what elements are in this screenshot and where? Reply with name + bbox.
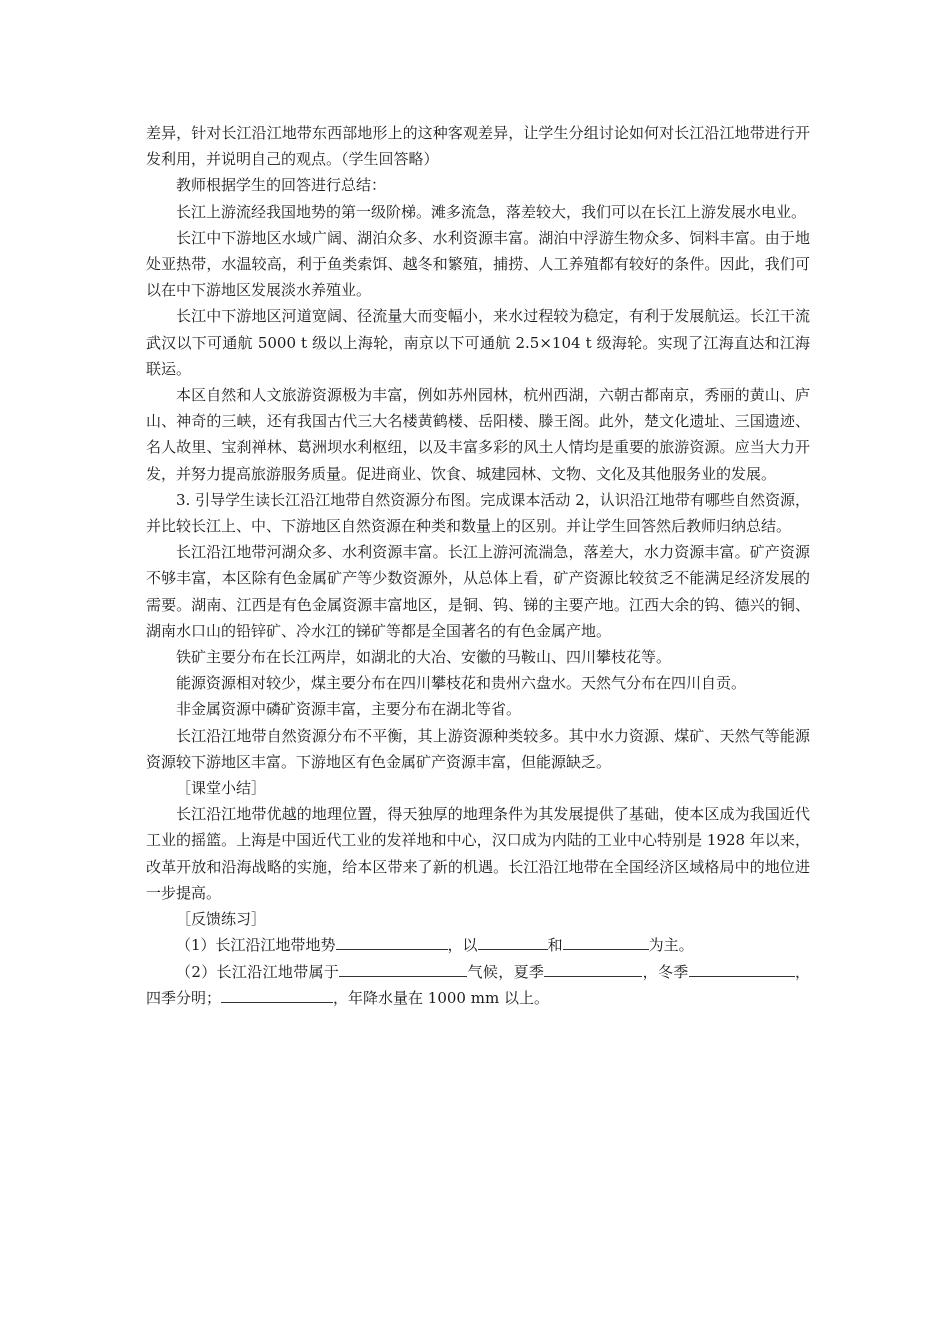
section-heading-exercises: ［反馈练习］ (176, 910, 267, 929)
exercise-text: ，冬季 (642, 962, 689, 981)
paragraph: 长江上游流经我国地势的第一级阶梯。滩多流急，落差较大，我们可以在长江上游发展水电业。 (176, 202, 807, 221)
paragraph: 能源资源相对较少，煤主要分布在四川攀枝花和贵州六盘水。天然气分布在四川自贡。 (176, 674, 747, 693)
exercise-text: ，以 (447, 936, 478, 955)
exercise-question-1 (146, 932, 810, 958)
exercise-text: （2）长江沿江地带属于 (176, 962, 340, 981)
exercise-text: ，年降水量在 1000 mm 以上。 (333, 988, 549, 1007)
exercise-text: 和 (547, 936, 563, 955)
answer-blank[interactable] (741, 959, 795, 977)
answer-blank[interactable] (221, 985, 333, 1003)
paragraph: 教师根据学生的回答进行总结： (176, 176, 387, 195)
answer-blank[interactable] (336, 932, 448, 950)
answer-blank[interactable] (689, 959, 741, 977)
exercise-question-2 (146, 959, 810, 1011)
paragraph: 长江沿江地带河湖众多、水利资源丰富。长江上游河流湍急，落差大，水力资源丰富。矿产资源不够丰富，本区除有色金属矿产等少数资源外，从总体上看，矿产资源比较贫乏不能满足经济发展的需要。湖南、江西是有色金属资源丰富地区，是铜、钨、锑的主要产地。江西大余的钨、德兴的铜、湖南水口山的铅锌矿、冷水江的锑矿等都是全国著名的有色金属产地。 (146, 543, 810, 640)
paragraph: 本区自然和人文旅游资源极为丰富，例如苏州园林，杭州西湖，六朝古都南京，秀丽的黄山、庐山、神奇的三峡，还有我国古代三大名楼黄鹤楼、岳阳楼、滕王阁。此外，楚文化遗址、三国遗迹、名人故里、宝刹禅林、葛洲坝水利枢纽，以及丰富多彩的风土人情均是重要的旅游资源。应当大力开发，并努力提高旅游服务质量。促进商业、饮食、城建园林、文物、文化及其他服务业的发展。 (146, 386, 810, 483)
answer-blank[interactable] (563, 932, 649, 950)
paragraph: 铁矿主要分布在长江两岸，如湖北的大冶、安徽的马鞍山、四川攀枝花等。 (176, 648, 672, 667)
paragraph: 差异，针对长江沿江地带东西部地形上的这种客观差异，让学生分组讨论如何对长江沿江地带进行开发利用，并说明自己的观点。（学生回答略） (146, 124, 810, 169)
paragraph: 非金属资源中磷矿资源丰富，主要分布在湖北等省。 (176, 700, 522, 719)
document-page (146, 120, 810, 1011)
answer-blank[interactable] (339, 959, 467, 977)
paragraph: 长江沿江地带自然资源分布不平衡，其上游资源种类较多。其中水力资源、煤矿、天然气等能源资源较下游地区丰富。下游地区有色金属矿产资源丰富，但能源缺乏。 (146, 726, 810, 771)
paragraph: 长江中下游地区河道宽阔、径流量大而变幅小，来水过程较为稳定，有利于发展航运。长江干流武汉以下可通航 5000 t 级以上海轮，南京以下可通航 2.5×104 t 级海轮。实现了江海直达和江海联运。 (146, 307, 810, 378)
exercise-text: 为主。 (648, 936, 694, 955)
exercise-text: 气候，夏季 (467, 962, 545, 981)
paragraph: 长江沿江地带优越的地理位置，得天独厚的地理条件为其发展提供了基础，使本区成为我国近代工业的摇篮。上海是中国近代工业的发祥地和中心，汉口成为内陆的工业中心特别是 1928 年以来，改革开放和沿海战略的实施，给本区带来了新的机遇。长江沿江地带在全国经济区域格局中的地位进一步提高。 (146, 805, 810, 902)
exercise-text: （1）长江沿江地带地势 (176, 936, 336, 955)
paragraph: 长江中下游地区水域广阔、湖泊众多、水利资源丰富。湖泊中浮游生物众多、饲料丰富。由于地处亚热带，水温较高，利于鱼类索饵、越冬和繁殖，捕捞、人工养殖都有较好的条件。因此，我们可以在中下游地区发展淡水养殖业。 (146, 228, 810, 300)
answer-blank[interactable] (544, 959, 642, 977)
paragraph: 3. 引导学生读长江沿江地带自然资源分布图。完成课本活动 2，认识沿江地带有哪些自然资源，并比较长江上、中、下游地区自然资源在种类和数量上的区别。并让学生回答然后教师归纳总结。 (146, 490, 810, 536)
answer-blank[interactable] (478, 932, 548, 950)
section-heading-summary: ［课堂小结］ (176, 779, 267, 798)
exercise-text: ，四季分明； (146, 962, 810, 1007)
